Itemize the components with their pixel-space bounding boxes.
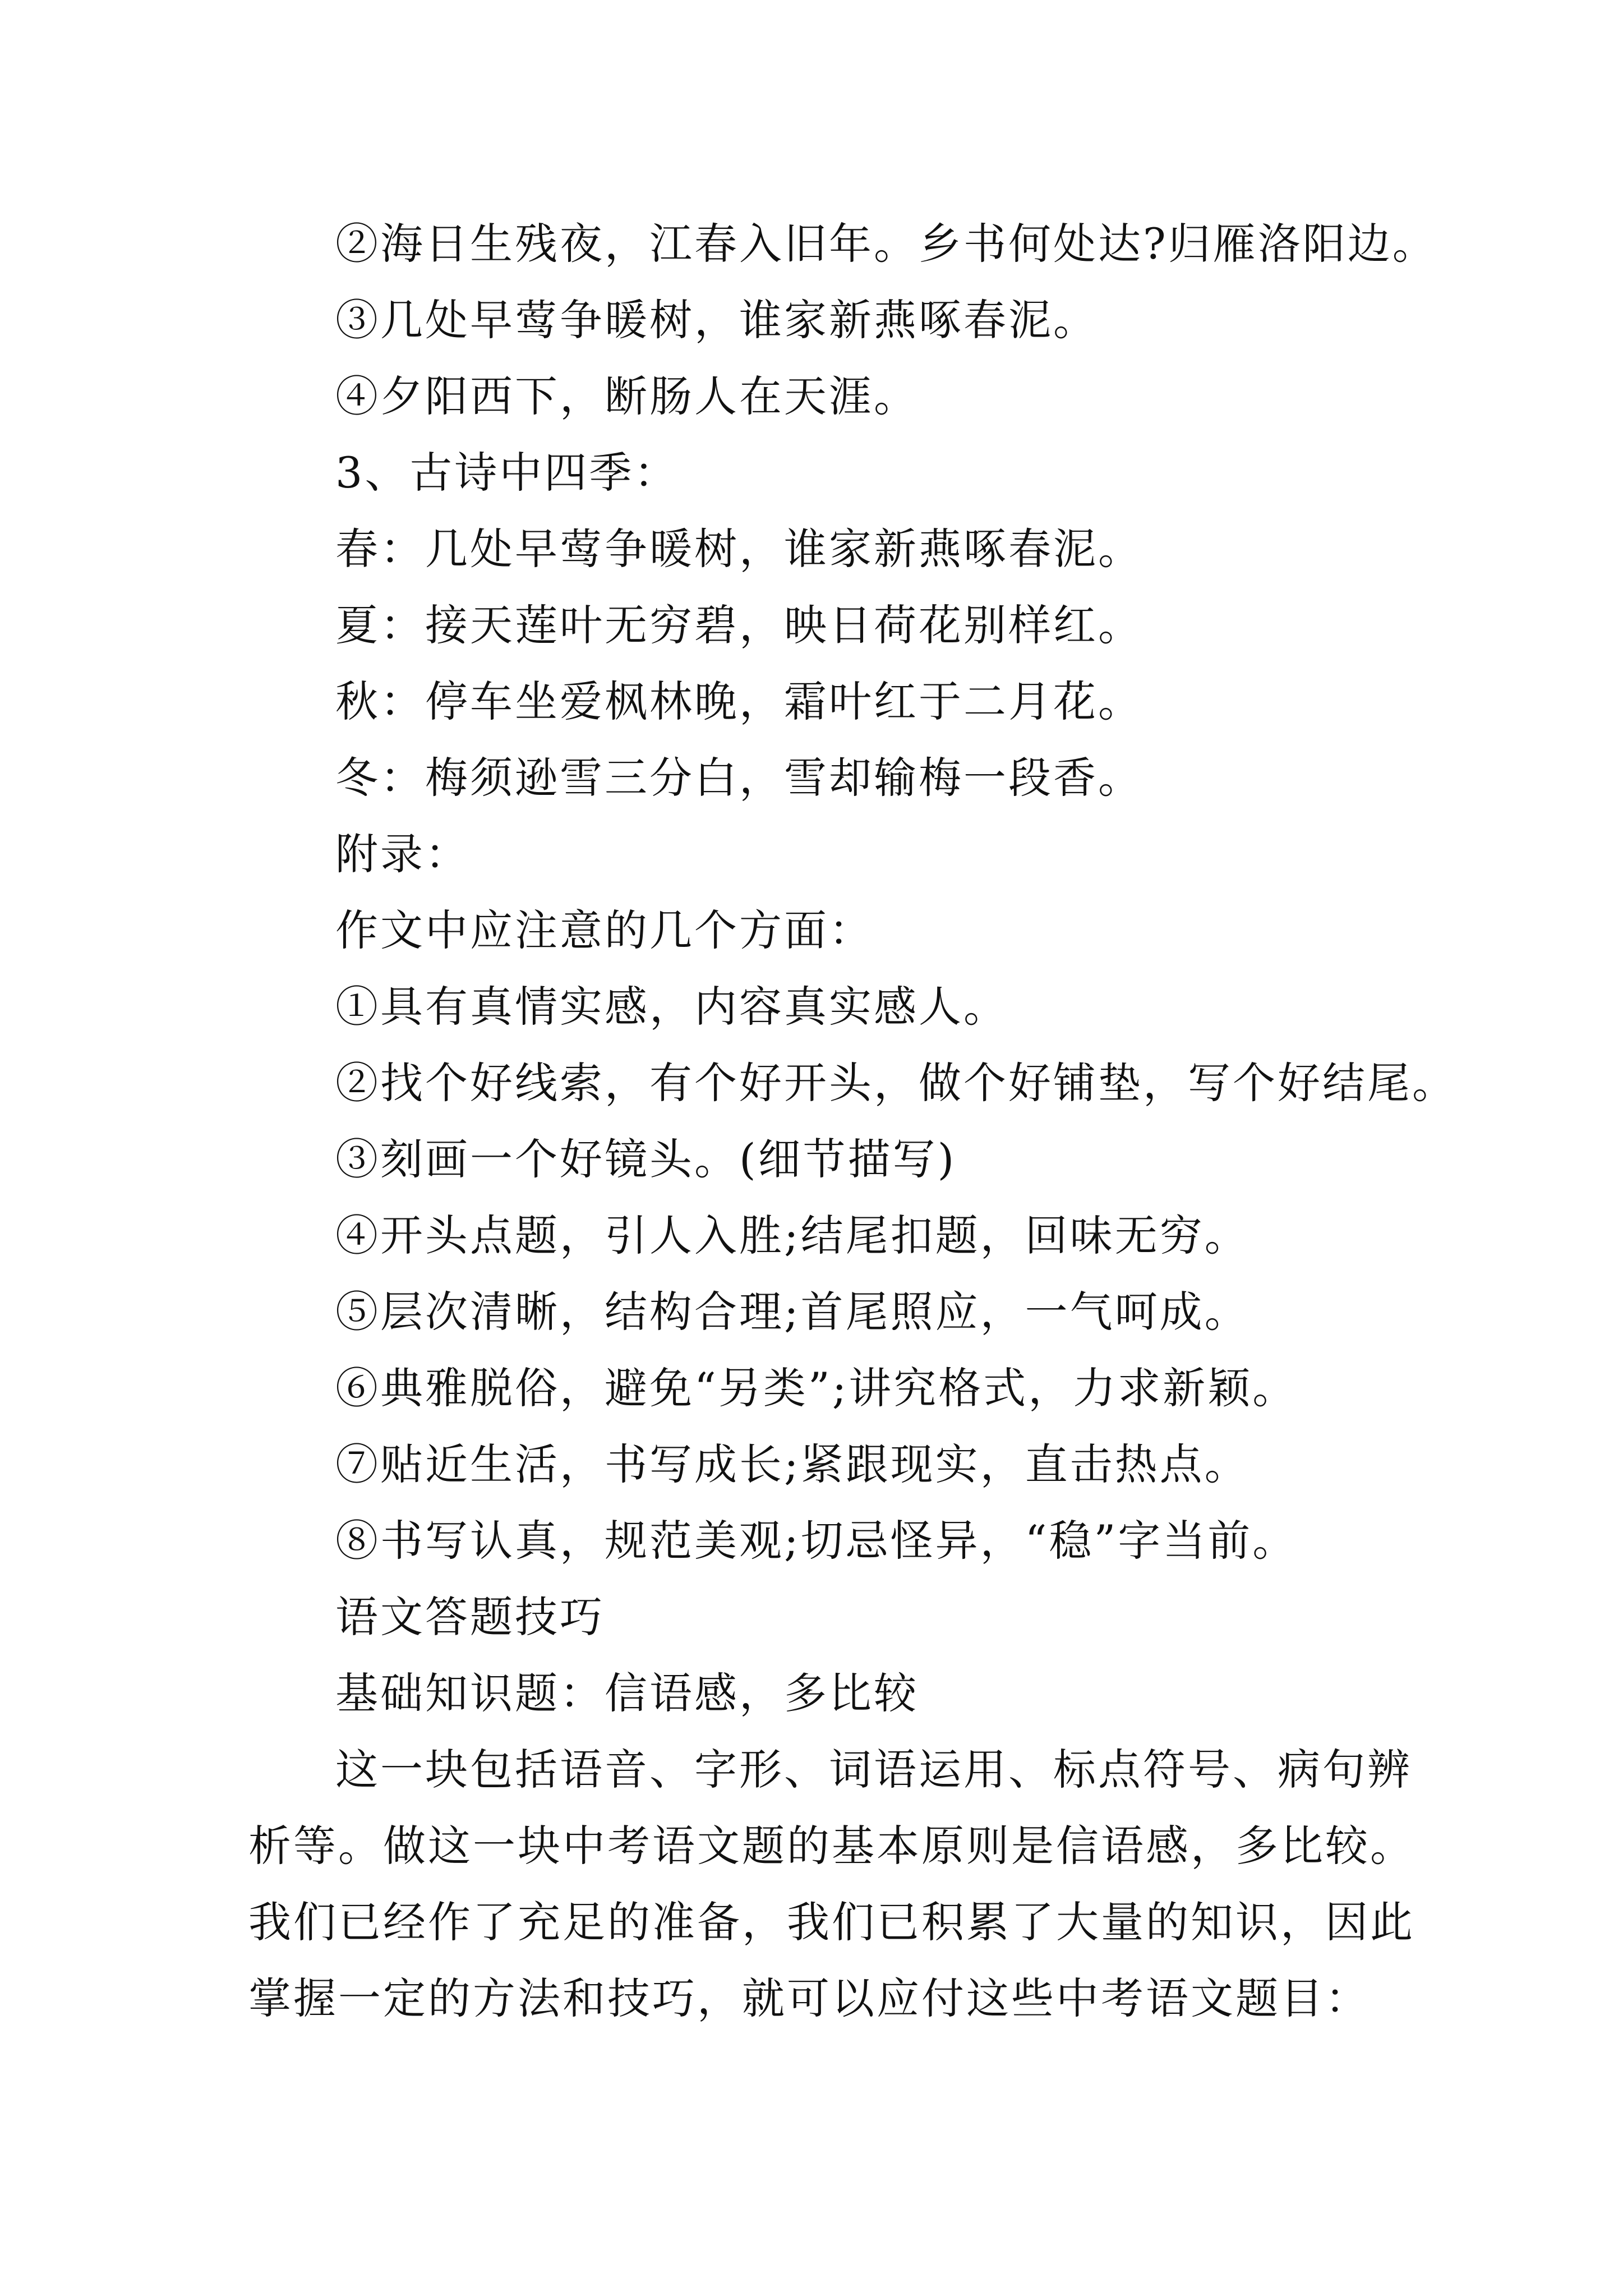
text-line: ⑦贴近生活，书写成长;紧跟现实，直击热点。 (335, 1439, 1249, 1489)
text-line: 基础知识题：信语感，多比较 (335, 1668, 919, 1718)
text-line: ⑤层次清晰，结构合理;首尾照应，一气呵成。 (335, 1287, 1249, 1337)
text-line: ②海日生残夜，江春入旧年。乡书何处达?归雁洛阳边。 (335, 219, 1437, 269)
text-line: ④开头点题，引人入胜;结尾扣题，回味无穷。 (335, 1211, 1249, 1260)
text-line: ②找个好线索，有个好开头，做个好铺垫，写个好结尾。 (335, 1058, 1457, 1108)
paragraph-line: 我们已经作了充足的准备，我们已积累了大量的知识，因此 (248, 1897, 1415, 1947)
section-heading: 附录： (335, 829, 470, 879)
paragraph-line: 这一块包括语音、字形、词语运用、标点符号、病句辨 (335, 1745, 1412, 1795)
text-line: 夏：接天莲叶无穷碧，映日荷花别样红。 (335, 600, 1143, 650)
text-line: ③刻画一个好镜头。(细节描写) (335, 1134, 957, 1184)
paragraph-line: 掌握一定的方法和技巧，就可以应付这些中考语文题目： (248, 1973, 1370, 2023)
paragraph-line: 析等。做这一块中考语文题的基本原则是信语感，多比较。 (248, 1821, 1415, 1871)
text-line: ①具有真情实感，内容真实感人。 (335, 982, 1008, 1032)
section-heading: 3、古诗中四季： (335, 448, 679, 498)
text-line: ⑧书写认真，规范美观;切忌怪异，“稳”字当前。 (335, 1516, 1298, 1566)
text-line: 春：几处早莺争暖树，谁家新燕啄春泥。 (335, 524, 1143, 574)
text-line: 作文中应注意的几个方面： (335, 905, 874, 955)
section-heading: 语文答题技巧 (335, 1592, 605, 1642)
text-line: ③几处早莺争暖树，谁家新燕啄春泥。 (335, 295, 1098, 345)
text-line: ④夕阳西下，断肠人在天涯。 (335, 371, 919, 421)
text-line: ⑥典雅脱俗，避免“另类”;讲究格式，力求新颖。 (335, 1363, 1298, 1413)
text-line: 冬：梅须逊雪三分白，雪却输梅一段香。 (335, 753, 1143, 803)
text-line: 秋：停车坐爱枫林晚，霜叶红于二月花。 (335, 677, 1143, 726)
